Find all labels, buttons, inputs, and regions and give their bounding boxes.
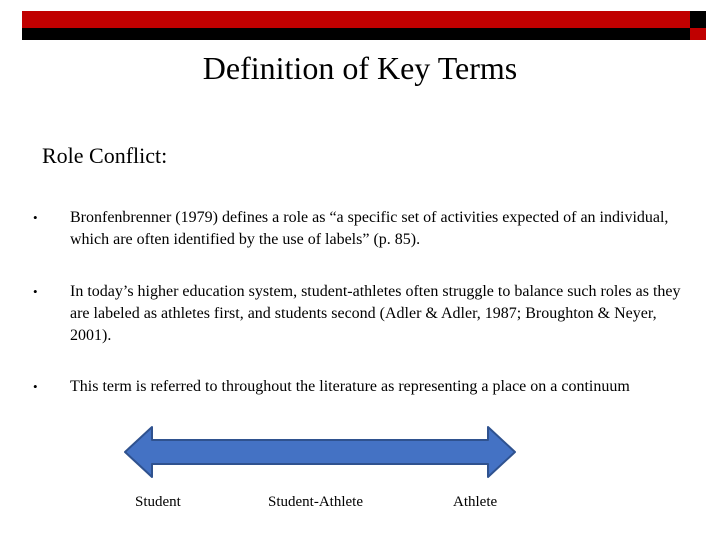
corner-black-block [690,11,706,28]
corner-red-block [690,28,706,40]
bullet-item-1 [33,207,682,251]
bullet-marker: • [33,210,38,225]
bullet-item-3 [33,376,682,398]
double-arrow-shape [125,427,515,477]
header-black-bar [22,28,690,40]
bullet-marker: • [33,284,38,299]
continuum-label-student: Student [135,494,181,510]
bullet-text: In today’s higher education system, student-athletes often struggle to balance such roles as they are labeled as athletes first, and students second (Adler & Adler, 1987; Broughton & Neyer, 2001). [70,283,681,344]
slide-title: Definition of Key Terms [202,50,518,86]
header-red-bar [22,11,690,28]
subheading-role-conflict: Role Conflict: [42,143,168,168]
continuum-double-arrow [122,424,518,480]
bullet-item-2 [33,281,682,347]
continuum-label-athlete: Athlete [453,494,498,510]
bullet-text: This term is referred to throughout the literature as representing a place on a continuum [70,378,630,395]
continuum-label-student-athlete: Student-Athlete [268,494,363,510]
bullet-marker: • [33,379,38,394]
bullet-text: Bronfenbrenner (1979) defines a role as “a specific set of activities expected of an individual, which are often identified by the use of labels” (p. 85). [70,209,669,248]
